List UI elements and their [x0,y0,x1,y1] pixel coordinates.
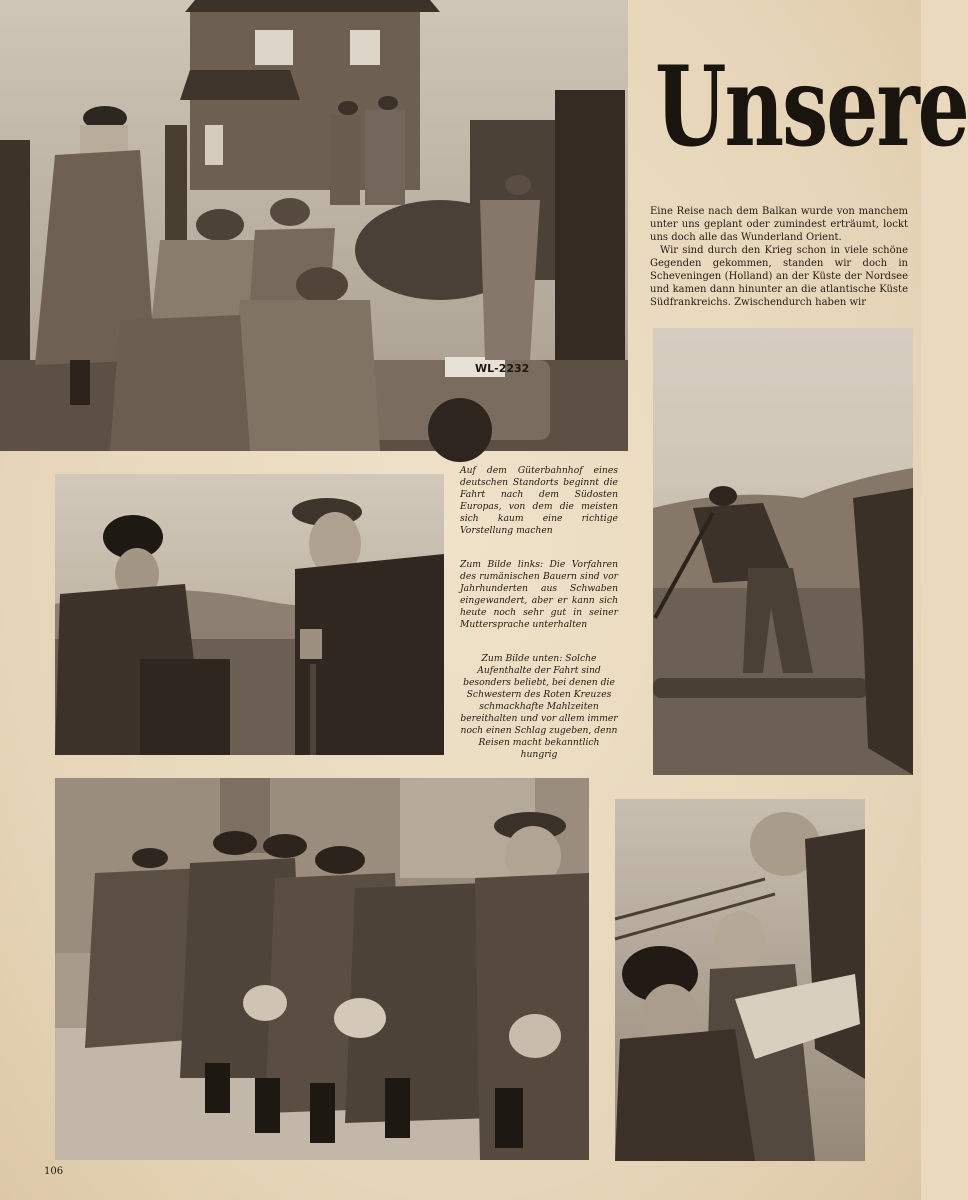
photo-soldier-digging [653,328,913,775]
photo-soldiers-reading [615,799,865,1161]
article-intro [650,205,908,309]
caption-left-photo: Zum Bilde links: Die Vorfahren des rumänischen Bauern sind vor Jahrhunderten aus Schwaben eingewandert, aber er kann sich heute noch sehr gut in seiner Muttersprache unterhalten [460,559,618,630]
intro-paragraph-2: Wir sind durch den Krieg schon in viele schöne Gegenden gekommen, standen wir doch in Scheveningen (Holland) an der Küste der Nordsee und kamen dann hinunter an die atlantische Küste Südfrankreichs. Zwischendurch haben wir [650,245,908,308]
photo-captions [460,465,618,783]
article-headline: Unsere [655,42,968,173]
photo-soldiers-eating [55,778,589,1160]
caption-top-photo: Auf dem Güterbahnhof eines deutschen Standorts beginnt die Fahrt nach dem Südosten Europas, von dem die meisten sich kaum eine richtige Vorstellung machen [460,465,618,536]
photo-freight-yard-loading [0,0,628,451]
page-number: 106 [44,1166,64,1177]
caption-bottom-photo: Zum Bilde unten: Solche Aufenthalte der Fahrt sind besonders beliebt, bei denen die Schwestern des Roten Kreuzes schmackhafte Mahlzeiten bereithalten und vor allem immer noch einen Schlag zugeben, denn Reisen macht bekanntlich hungrig [460,653,618,760]
photo-soldier-and-farmer [55,474,444,755]
intro-paragraph-1: Eine Reise nach dem Balkan wurde von manchem unter uns geplant oder zumindest erträumt, lockt uns doch alle das Wunderland Orient. [650,206,908,243]
vehicle-plate-text: WL-2232 [475,362,530,375]
